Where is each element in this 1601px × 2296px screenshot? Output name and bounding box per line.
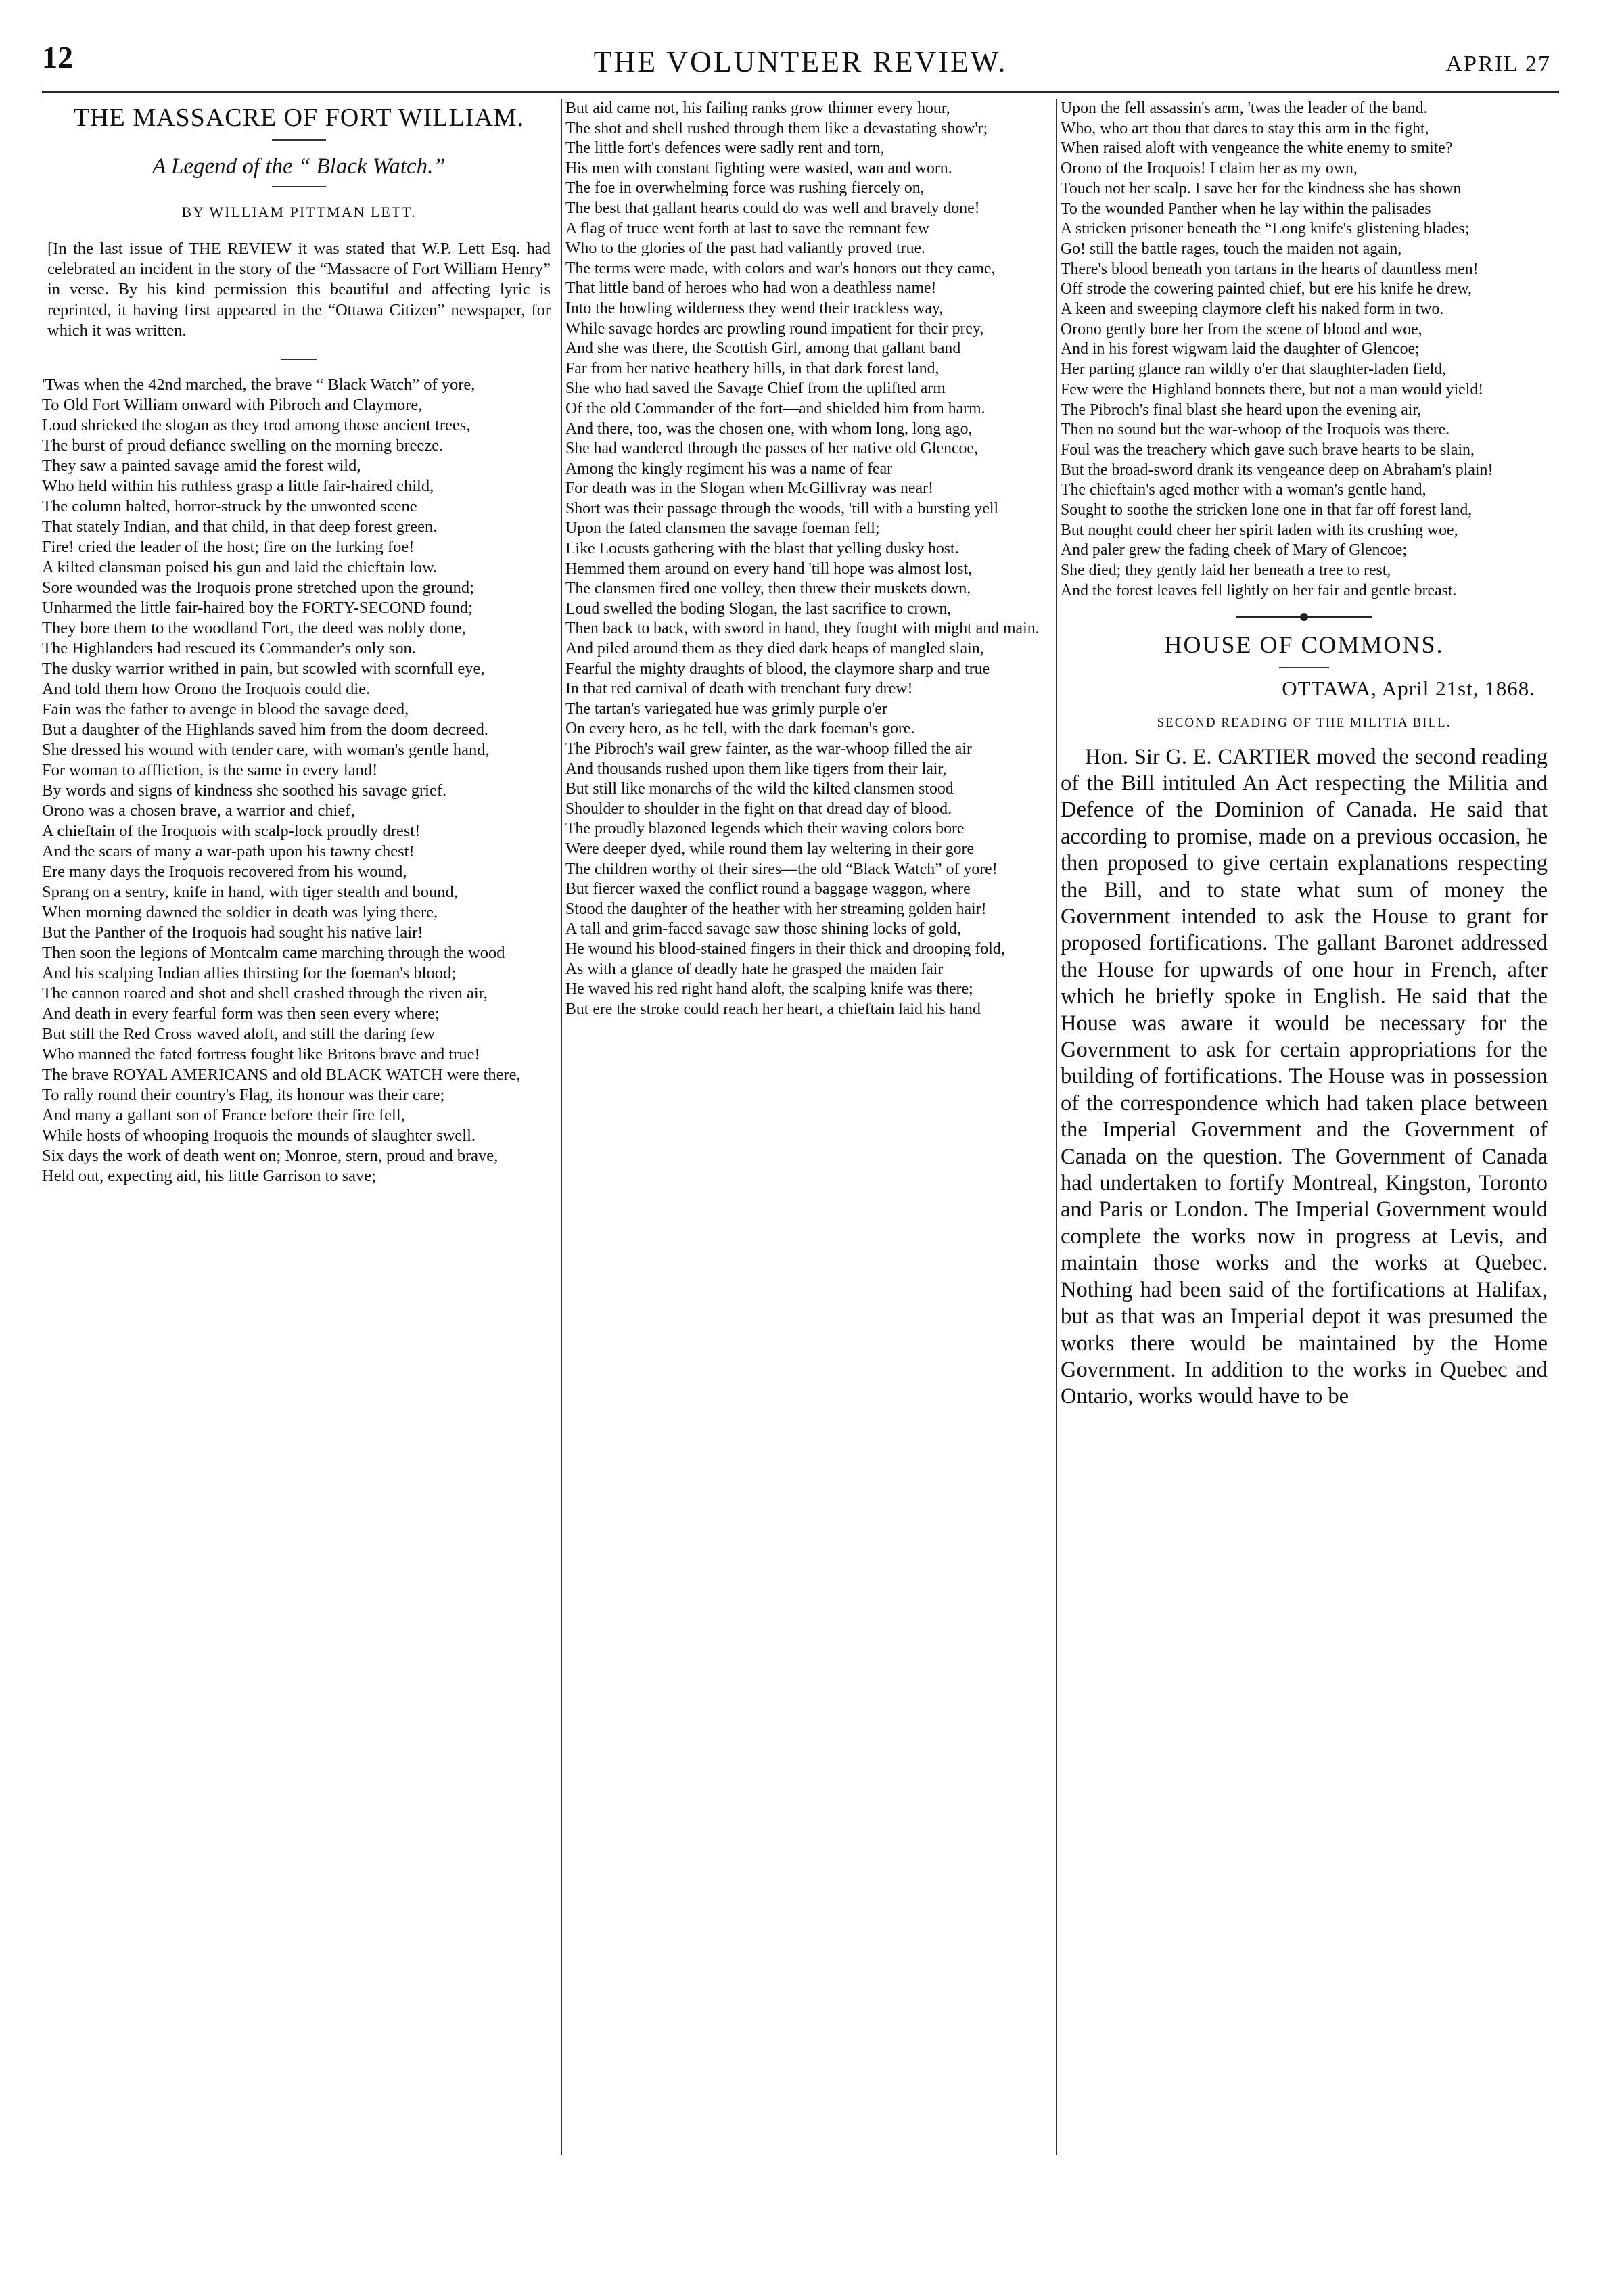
verse-line: That little band of heroes who had won a deathless name! <box>565 279 937 298</box>
verse-block <box>565 99 1052 1019</box>
verse-line: He wound his blood-stained fingers in their thick and drooping fold, <box>565 940 1005 958</box>
verse-line: Loud shrieked the slogan as they trod among those ancient trees, <box>42 416 471 435</box>
verse-line: The little fort's defences were sadly rent and torn, <box>565 139 885 158</box>
verse-line: And the forest leaves fell lightly on her fair and gentle breast. <box>1061 581 1457 599</box>
column-3 <box>1061 99 1548 2162</box>
verse-line: Orono of the Iroquois! I claim her as my own, <box>1061 160 1358 178</box>
verse-line: Then no sound but the war-whoop of the Iroquois was there. <box>1061 421 1450 439</box>
verse-block <box>42 375 556 1186</box>
verse-block <box>1061 99 1548 601</box>
verse-line: And thousands rushed upon them like tigers from their lair, <box>565 760 947 778</box>
verse-line: But still like monarchs of the wild the kilted clansmen stood <box>565 780 954 798</box>
report-subhead: SECOND READING OF THE MILITIA BILL. <box>1157 715 1452 730</box>
verse-line: They saw a painted savage amid the forest wild, <box>42 457 361 476</box>
verse-line: To the wounded Panther when he lay within the palisades <box>1061 200 1431 218</box>
verse-line: Orono gently bore her from the scene of blood and woe, <box>1061 320 1422 338</box>
verse-line: When morning dawned the soldier in death was lying there, <box>42 903 438 922</box>
verse-line: And the scars of many a war-path upon his tawny chest! <box>42 842 415 861</box>
verse-line: Upon the fell assassin's arm, 'twas the leader of the band. <box>1061 99 1428 117</box>
verse-line: They bore them to the woodland Fort, the deed was nobly done, <box>42 619 466 638</box>
verse-line: In that red carnival of death with trenchant fury drew! <box>565 680 913 698</box>
verse-line: And there, too, was the chosen one, with whom long, long ago, <box>565 419 973 438</box>
verse-line: Then soon the legions of Montcalm came marching through the wood <box>42 944 505 963</box>
verse-line: Held out, expecting aid, his little Garrison to save; <box>42 1167 376 1186</box>
verse-line: The Pibroch's final blast she heard upon the evening air, <box>1061 400 1422 419</box>
verse-line: A keen and sweeping claymore cleft his naked form in two. <box>1061 300 1444 319</box>
verse-line: Who, who art thou that dares to stay this arm in the fight, <box>1061 119 1429 137</box>
verse-line: And his scalping Indian allies thirsting for the foeman's blood; <box>42 964 457 983</box>
verse-line: There's blood beneath yon tartans in the hearts of dauntless men! <box>1061 260 1479 278</box>
verse-line: And piled around them as they died dark heaps of mangled slain, <box>565 640 984 658</box>
verse-line: For woman to affliction, is the same in every land! <box>42 761 378 780</box>
verse-line: Ere many days the Iroquois recovered from his wound, <box>42 863 407 881</box>
column-divider <box>1056 99 1057 2155</box>
verse-line: But aid came not, his failing ranks grow thinner every hour, <box>565 99 950 117</box>
verse-line: The Pibroch's wail grew fainter, as the war-whoop filled the air <box>565 740 972 758</box>
verse-line: A tall and grim-faced savage saw those shining locks of gold, <box>565 920 961 938</box>
verse-line: Fain was the father to avenge in blood the savage deed, <box>42 700 409 719</box>
end-ornament <box>1236 616 1372 618</box>
verse-line: Off strode the cowering painted chief, but ere his knife he drew, <box>1061 280 1472 298</box>
verse-line: But ere the stroke could reach her heart, a chieftain laid his hand <box>565 1000 981 1018</box>
verse-line: But the broad-sword drank its vengeance deep on Abraham's plain! <box>1061 461 1493 479</box>
verse-line: Into the howling wilderness they wend their trackless way, <box>565 299 944 317</box>
verse-line: While hosts of whooping Iroquois the mounds of slaughter swell. <box>42 1126 476 1145</box>
verse-line: Shoulder to shoulder in the fight on that dread day of blood. <box>565 800 952 818</box>
verse-line: A stricken prisoner beneath the “Long knife's glistening blades; <box>1061 220 1470 238</box>
verse-line: By words and signs of kindness she soothed his savage grief. <box>42 781 447 800</box>
section-dash <box>281 359 317 360</box>
verse-line: Stood the daughter of the heather with her streaming golden hair! <box>565 900 987 918</box>
verse-line: Six days the work of death went on; Monroe, stern, proud and brave, <box>42 1147 498 1166</box>
verse-line: To rally round their country's Flag, its honour was their care; <box>42 1086 445 1105</box>
verse-line: Her parting glance ran wildly o'er that slaughter-laden field, <box>1061 361 1447 379</box>
header-rule <box>42 91 1559 93</box>
verse-line: 'Twas when the 42nd marched, the brave “ Black Watch” of yore, <box>42 375 475 394</box>
verse-line: Loud swelled the boding Slogan, the last sacrifice to crown, <box>565 599 952 618</box>
verse-line: The terms were made, with colors and war's honors out they came, <box>565 259 996 277</box>
verse-line: The column halted, horror-struck by the unwonted scene <box>42 497 417 516</box>
verse-line: The clansmen fired one volley, then threw their muskets down, <box>565 580 971 598</box>
verse-line: She who had saved the Savage Chief from the uplifted arm <box>565 380 946 398</box>
verse-line: Go! still the battle rages, touch the maiden not again, <box>1061 239 1402 258</box>
verse-line: Touch not her scalp. I save her for the kindness she has shown <box>1061 179 1462 198</box>
verse-line: She had wandered through the passes of her native old Glencoe, <box>565 440 978 458</box>
verse-line: And death in every fearful form was then seen every where; <box>42 1005 440 1024</box>
poem-title: THE MASSACRE OF FORT WILLIAM. <box>73 104 525 132</box>
byline: BY WILLIAM PITTMAN LETT. <box>181 204 417 221</box>
verse-line: But a daughter of the Highlands saved him from the doom decreed. <box>42 720 488 739</box>
column-1 <box>42 99 556 2162</box>
verse-line: A flag of truce went forth at last to save the remnant few <box>565 219 929 237</box>
report-title: HOUSE OF COMMONS. <box>1164 630 1444 658</box>
verse-line: The tartan's variegated hue was grimly purple o'er <box>565 699 887 718</box>
verse-line: The dusky warrior writhed in pain, but scowled with scornfull eye, <box>42 660 485 679</box>
verse-line: Short was their passage through the woods, 'till with a bursting yell <box>565 499 999 518</box>
verse-line: Hemmed them around on every hand 'till hope was almost lost, <box>565 559 973 578</box>
column-2 <box>565 99 1052 2162</box>
publication-title: THE VOLUNTEER REVIEW. <box>593 45 1008 78</box>
verse-line: For death was in the Slogan when McGillivray was near! <box>565 480 933 498</box>
title-rule <box>272 139 326 141</box>
verse-line: When raised aloft with vengeance the white enemy to smite? <box>1061 139 1453 158</box>
verse-line: The shot and shell rushed through them like a devastating show'r; <box>565 119 988 137</box>
editor-note: [In the last issue of THE REVIEW it was stated that W.P. Lett Esq. had celebrated an incident in the story of the “Massacre of Fort William Henry” in verse. By his kind permission this beautiful and affecting lyric is reprinted, it having first appeared in the “Ottawa Citizen” newspaper, for which it was written. <box>47 239 551 340</box>
verse-line: Unharmed the little fair-haired boy the FORTY-SECOND found; <box>42 599 473 618</box>
verse-line: And in his forest wigwam laid the daughter of Glencoe; <box>1061 340 1420 359</box>
verse-line: Fire! cried the leader of the host; fire on the lurking foe! <box>42 538 415 557</box>
verse-line: On every hero, as he fell, with the dark foeman's gore. <box>565 720 915 738</box>
verse-line: That stately Indian, and that child, in that deep forest green. <box>42 518 438 536</box>
verse-line: Who held within his ruthless grasp a little fair-haired child, <box>42 477 434 496</box>
poem-subtitle: A Legend of the “ Black Watch.” <box>152 154 446 179</box>
subtitle-rule <box>272 186 326 187</box>
verse-line: But still the Red Cross waved aloft, and still the daring few <box>42 1025 436 1044</box>
verse-line: And paler grew the fading cheek of Mary of Glencoe; <box>1061 541 1408 559</box>
verse-line: The Highlanders had rescued its Commander's only son. <box>42 639 416 658</box>
verse-line: Far from her native heathery hills, in that dark forest land, <box>565 359 939 377</box>
verse-line: The chieftain's aged mother with a woman's gentle hand, <box>1061 481 1426 499</box>
verse-line: Were deeper dyed, while round them lay weltering in their gore <box>565 840 975 858</box>
column-divider <box>561 99 562 2155</box>
verse-line: But fiercer waxed the conflict round a baggage waggon, where <box>565 880 971 898</box>
verse-line: But nought could cheer her spirit laden with its crushing woe, <box>1061 521 1458 539</box>
verse-line: But the Panther of the Iroquois had sought his native lair! <box>42 923 423 942</box>
verse-line: Among the kingly regiment his was a name of fear <box>565 459 893 478</box>
verse-line: The children worthy of their sires—the old “Black Watch” of yore! <box>565 860 998 878</box>
verse-line: Of the old Commander of the fort—and shielded him from harm. <box>565 399 985 417</box>
verse-line: Like Locusts gathering with the blast that yelling dusky host. <box>565 540 959 558</box>
verse-line: Who manned the fated fortress fought like Britons brave and true! <box>42 1045 480 1064</box>
verse-line: Then back to back, with sword in hand, they fought with might and main. <box>565 620 1040 638</box>
verse-line: Few were the Highland bonnets there, but not a man would yield! <box>1061 380 1484 398</box>
verse-line: Fearful the mighty draughts of blood, the claymore sharp and true <box>565 660 990 678</box>
verse-line: Sought to soothe the stricken lone one in that far off forest land, <box>1061 501 1472 520</box>
verse-line: His men with constant fighting were wasted, wan and worn. <box>565 159 952 177</box>
page-number: 12 <box>42 40 73 74</box>
verse-line: While savage hordes are prowling round impatient for their prey, <box>565 319 984 338</box>
report-title-rule <box>1279 667 1329 668</box>
report-dateline: OTTAWA, April 21st, 1868. <box>1282 676 1535 700</box>
verse-line: Upon the fated clansmen the savage foeman fell; <box>565 520 880 538</box>
verse-line: To Old Fort William onward with Pibroch and Claymore, <box>42 396 423 415</box>
verse-line: As with a glance of deadly hate he grasped the maiden fair <box>565 960 944 978</box>
verse-line: He waved his red right hand aloft, the scalping knife was there; <box>565 980 973 998</box>
verse-line: Orono was a chosen brave, a warrior and chief, <box>42 802 355 821</box>
verse-line: The foe in overwhelming force was rushing fiercely on, <box>565 179 925 198</box>
verse-line: A chieftain of the Iroquois with scalp-lock proudly drest! <box>42 822 421 841</box>
verse-line: And told them how Orono the Iroquois could die. <box>42 680 371 699</box>
verse-line: A kilted clansman poised his gun and laid the chieftain low. <box>42 558 438 577</box>
verse-line: She dressed his wound with tender care, with woman's gentle hand, <box>42 741 490 760</box>
verse-line: And many a gallant son of France before their fire fell, <box>42 1106 405 1125</box>
verse-line: Foul was the treachery which gave such brave hearts to be slain, <box>1061 440 1475 459</box>
issue-date: APRIL 27 <box>1445 51 1551 76</box>
verse-line: The cannon roared and shot and shell crashed through the riven air, <box>42 984 488 1003</box>
verse-line: And she was there, the Scottish Girl, among that gallant band <box>565 340 961 358</box>
verse-line: The proudly blazoned legends which their waving colors bore <box>565 820 965 838</box>
verse-line: Who to the glories of the past had valiantly proved true. <box>565 239 925 258</box>
verse-line: The burst of proud defiance swelling on the morning breeze. <box>42 436 444 455</box>
verse-line: Sprang on a sentry, knife in hand, with tiger stealth and bound, <box>42 883 458 902</box>
report-body: Hon. Sir G. E. CARTIER moved the second reading of the Bill intituled An Act respecting the Militia and Defence of the Dominion of Canada. He said that according to promise, made on a previous occasion, he then proposed to give certain explanations respecting the Bill, and to state what sum of money the Government intended to ask the House to grant for proposed fortifications. The gallant Baronet addressed the House for upwards of one hour in French, after which he briefly spoke in English. He said that the House was aware it would be necessary for the Government to ask for certain appropriations for the building of fortifications. The House was in possession of the correspondence which had taken place between the Imperial Government and the Government of Canada on the question. The Government of Canada had undertaken to fortify Montreal, Kingston, Toronto and Paris or London. The Imperial Government would complete the works now in progress at Levis, and maintain those works and the works at Quebec. Nothing had been said of the fortifications at Halifax, but as that was an Imperial depot it was presumed the works there would be maintained by the Home Government. In addition to the works in Quebec and Ontario, works would have to be <box>1061 744 1548 1409</box>
verse-line: The brave ROYAL AMERICANS and old BLACK WATCH were there, <box>42 1065 521 1084</box>
verse-line: The best that gallant hearts could do was well and bravely done! <box>565 199 980 217</box>
verse-line: She died; they gently laid her beneath a tree to rest, <box>1061 561 1391 580</box>
verse-line: Sore wounded was the Iroquois prone stretched upon the ground; <box>42 578 474 597</box>
